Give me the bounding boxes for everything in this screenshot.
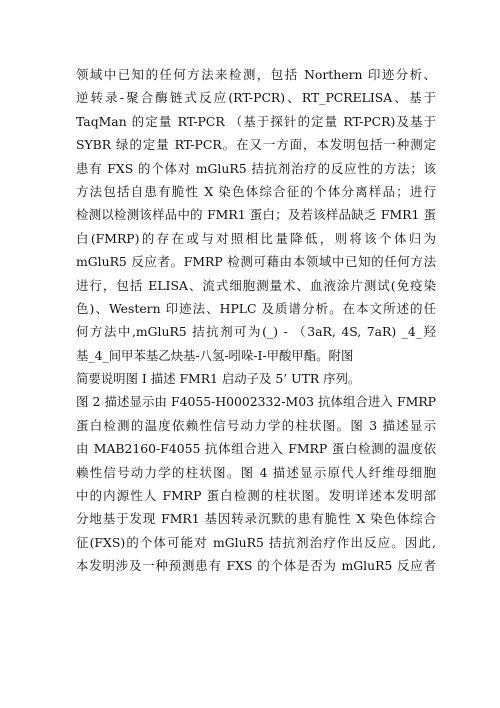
text-line: 蛋白检测的温度依赖性信号动力学的柱状图。图 3 描述显示: [76, 417, 436, 433]
text-line: 逆转录-聚合酶链式反应(RT-PCR)、RT_PCRELISA、基于: [76, 90, 436, 106]
text-line: 图 2 描述显示由 F4055-H0002332-M03 抗体组合进入 FMRP: [76, 394, 436, 410]
text-line: 中的内源性人 FMRP 蛋白检测的柱状图。发明详述本发明部: [76, 488, 436, 504]
text-line: 本发明涉及一种预测患有 FXS 的个体是否为 mGluR5 反应者: [76, 558, 436, 574]
text-line: 进行，包括 ELISA、流式细胞测量术、血液涂片测试(免疫染: [76, 277, 436, 293]
text-line: 白(FMRP)的存在或与对照相比量降低，则将该个体归为: [76, 230, 436, 246]
text-line: TaqMan 的定量 RT-PCR （基于探针的定量 RT-PCR)及基于: [76, 113, 436, 129]
text-line: 何方法中,mGluR5 拮抗剂可为(_) - （3aR, 4S, 7aR) _4_羟: [76, 324, 436, 340]
text-line: 征(FXS)的个体可能对 mGluR5 拮抗剂治疗作出反应。因此,: [76, 534, 436, 550]
text-line: 由 MAB2160-F4055 抗体组合进入 FMRP 蛋白检测的温度依: [76, 441, 436, 457]
body-text: [76, 63, 436, 578]
text-line: 赖性信号动力学的柱状图。图 4 描述显示原代人纤维母细胞: [76, 464, 436, 480]
text-line: 患有 FXS 的个体对 mGluR5 拮抗剂治疗的反应性的方法；该: [76, 160, 436, 176]
text-line: 领域中已知的任何方法来检测，包括 Northern 印迹分析、: [76, 67, 436, 82]
text-line: 色)、Western 印迹法、HPLC 及质谱分析。在本文所述的任: [76, 300, 436, 316]
text-line: 简要说明图 I 描述 FMR1 启动子及 5’ UTR 序列。: [76, 371, 361, 387]
text-line: 方法包括自患有脆性 X 染色体综合征的个体分离样品；进行: [76, 183, 436, 199]
text-line: 分地基于发现 FMR1 基因转录沉默的患有脆性 X 染色体综合: [76, 511, 436, 527]
text-line: 基_4_间甲苯基乙炔基-八氢-吲哚-I-甲酸甲酯。附图: [76, 347, 354, 363]
text-line: 检测以检测该样品中的 FMR1 蛋白；及若该样品缺乏 FMR1 蛋: [76, 207, 436, 223]
text-line: mGluR5 反应者。FMRP 检测可藉由本领域中已知的任何方法: [76, 254, 436, 270]
text-line: SYBR 绿的定量 RT-PCR。在又一方面，本发明包括一种测定: [76, 137, 436, 153]
